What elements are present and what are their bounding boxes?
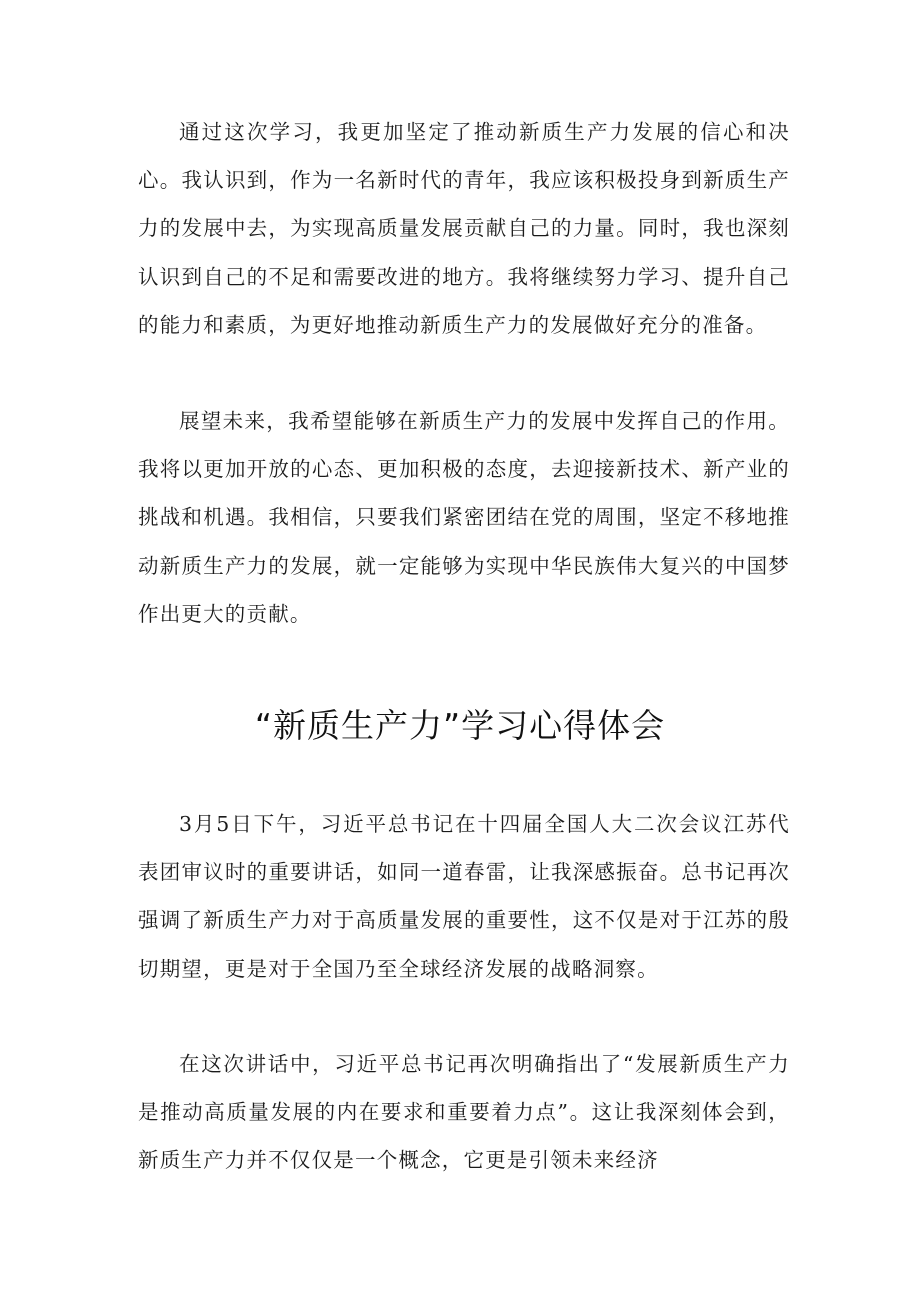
document-title: “新质生产力”学习心得体会 (254, 706, 666, 745)
paragraph-march-speech: 3月5日下午，习近平总书记在十四届全国人大二次会议江苏代表团审议时的重要讲话，如同一道春雷，让我深感振奋。总书记再次强调了新质生产力对于高质量发展的重要性，这不仅是对于江苏的殷切期望，更是对于全国乃至全球经济发展的战略洞察。 (138, 812, 790, 981)
paragraph-future-outlook: 展望未来，我希望能够在新质生产力的发展中发挥自己的作用。我将以更加开放的心态、更加积极的态度，去迎接新技术、新产业的挑战和机遇。我相信，只要我们紧密团结在党的周围，坚定不移地推动新质生产力的发展，就一定能够为实现中华民族伟大复兴的中国梦作出更大的贡献。 (138, 409, 790, 626)
paragraph-speech-key-point: 在这次讲话中，习近平总书记再次明确指出了“发展新质生产力是推动高质量发展的内在要求和重要着力点”。这让我深刻体会到，新质生产力并不仅仅是一个概念，它更是引领未来经济 (138, 1052, 790, 1173)
paragraph-study-resolve: 通过这次学习，我更加坚定了推动新质生产力发展的信心和决心。我认识到，作为一名新时代的青年，我应该积极投身到新质生产力的发展中去，为实现高质量发展贡献自己的力量。同时，我也深刻认识到自己的不足和需要改进的地方。我将继续努力学习、提升自己的能力和素质，为更好地推动新质生产力的发展做好充分的准备。 (138, 120, 790, 337)
